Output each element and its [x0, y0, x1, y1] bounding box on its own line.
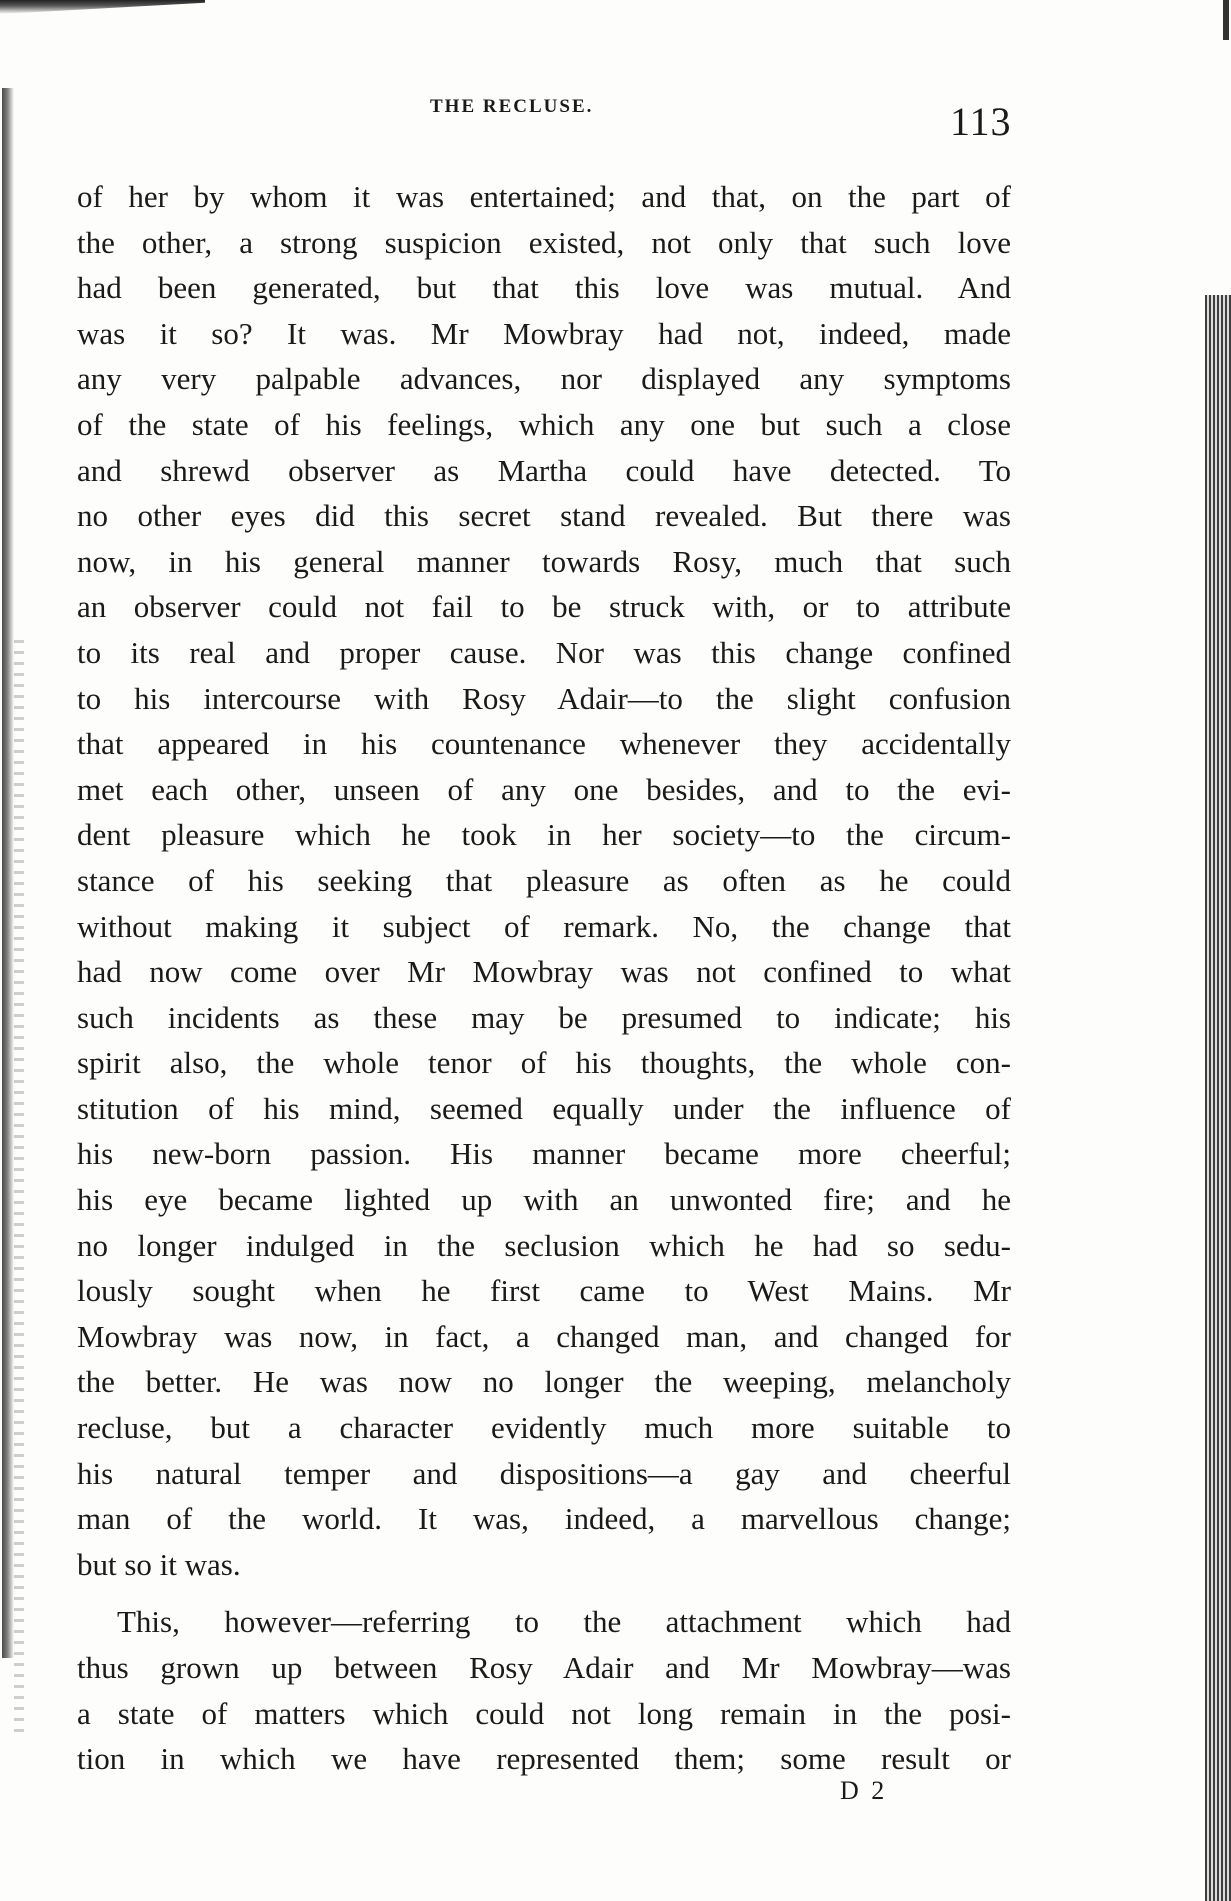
- text-line: his natural temper and dispositions—a gay and cheerful: [77, 1455, 1011, 1491]
- text-line: stance of his seeking that pleasure as often as he could: [77, 862, 1011, 898]
- text-line: an observer could not fail to be struck with, or to attribute: [77, 589, 1011, 625]
- text-line: to his intercourse with Rosy Adair—to the slight confusion: [77, 680, 1011, 716]
- text-line: his new-born passion. His manner became more cheerful;: [77, 1136, 1011, 1172]
- text-line: no other eyes did this secret stand revealed. But there was: [77, 498, 1011, 534]
- text-line: had now come over Mr Mowbray was not confined to what: [77, 954, 1011, 990]
- text-line: of her by whom it was entertained; and that, on the part of: [77, 179, 1011, 214]
- text-line: was it so? It was. Mr Mowbray had not, indeed, made: [77, 315, 1011, 351]
- text-line: tion in which we have represented them; some result or: [77, 1741, 1011, 1777]
- text-line: without making it subject of remark. No, the change that: [77, 908, 1011, 944]
- left-binding-shadow: [2, 88, 14, 1658]
- binding-edge-top: [1223, 0, 1229, 40]
- text-line: the better. He was now no longer the weeping, melancholy: [77, 1364, 1011, 1400]
- text-line: that appeared in his countenance whenever they accidentally: [77, 726, 1011, 762]
- text-line: to its real and proper cause. Nor was this change confined: [77, 634, 1011, 670]
- page-number: 113: [950, 99, 1012, 144]
- body-text: [77, 174, 1011, 1782]
- text-line: no longer indulged in the seclusion which he had so sedu-: [77, 1227, 1011, 1263]
- text-line: such incidents as these may be presumed to indicate; his: [77, 999, 1011, 1035]
- right-page-edges: [1205, 295, 1231, 1901]
- paragraph-gap: [77, 1587, 1011, 1599]
- left-binding-texture: [14, 640, 24, 1740]
- text-line: and shrewd observer as Martha could have detected. To: [77, 452, 1011, 488]
- text-line: Mowbray was now, in fact, a changed man, and changed for: [77, 1318, 1011, 1354]
- signature-mark: D 2: [840, 1776, 888, 1805]
- text-line: recluse, but a character evidently much more suitable to: [77, 1410, 1011, 1446]
- paragraph-2: [77, 1599, 1011, 1781]
- text-line: his eye became lighted up with an unwonted fire; and he: [77, 1182, 1011, 1218]
- text-line: a state of matters which could not long remain in the posi-: [77, 1695, 1011, 1731]
- text-line: now, in his general manner towards Rosy, much that such: [77, 543, 1011, 579]
- text-line: man of the world. It was, indeed, a marvellous change;: [77, 1501, 1011, 1537]
- text-line: stitution of his mind, seemed equally under the influence of: [77, 1090, 1011, 1126]
- scan-smudge: [0, 0, 205, 14]
- text-line: dent pleasure which he took in her society—to the circum-: [77, 817, 1011, 853]
- text-line: met each other, unseen of any one besides, and to the evi-: [77, 771, 1011, 807]
- text-line: spirit also, the whole tenor of his thoughts, the whole con-: [77, 1045, 1011, 1081]
- text-line: but so it was.: [77, 1546, 241, 1582]
- text-line: of the state of his feelings, which any one but such a close: [77, 406, 1011, 442]
- running-head: THE RECLUSE.: [430, 96, 594, 117]
- text-line: any very palpable advances, nor displayed any symptoms: [77, 361, 1011, 397]
- text-line: This, however—referring to the attachment which had: [117, 1604, 1011, 1640]
- text-line: lously sought when he first came to West Mains. Mr: [77, 1273, 1011, 1309]
- text-line: had been generated, but that this love was mutual. And: [77, 270, 1011, 306]
- text-line: the other, a strong suspicion existed, not only that such love: [77, 224, 1011, 260]
- paragraph-1: [77, 174, 1011, 1587]
- text-line: thus grown up between Rosy Adair and Mr Mowbray—was: [77, 1650, 1011, 1685]
